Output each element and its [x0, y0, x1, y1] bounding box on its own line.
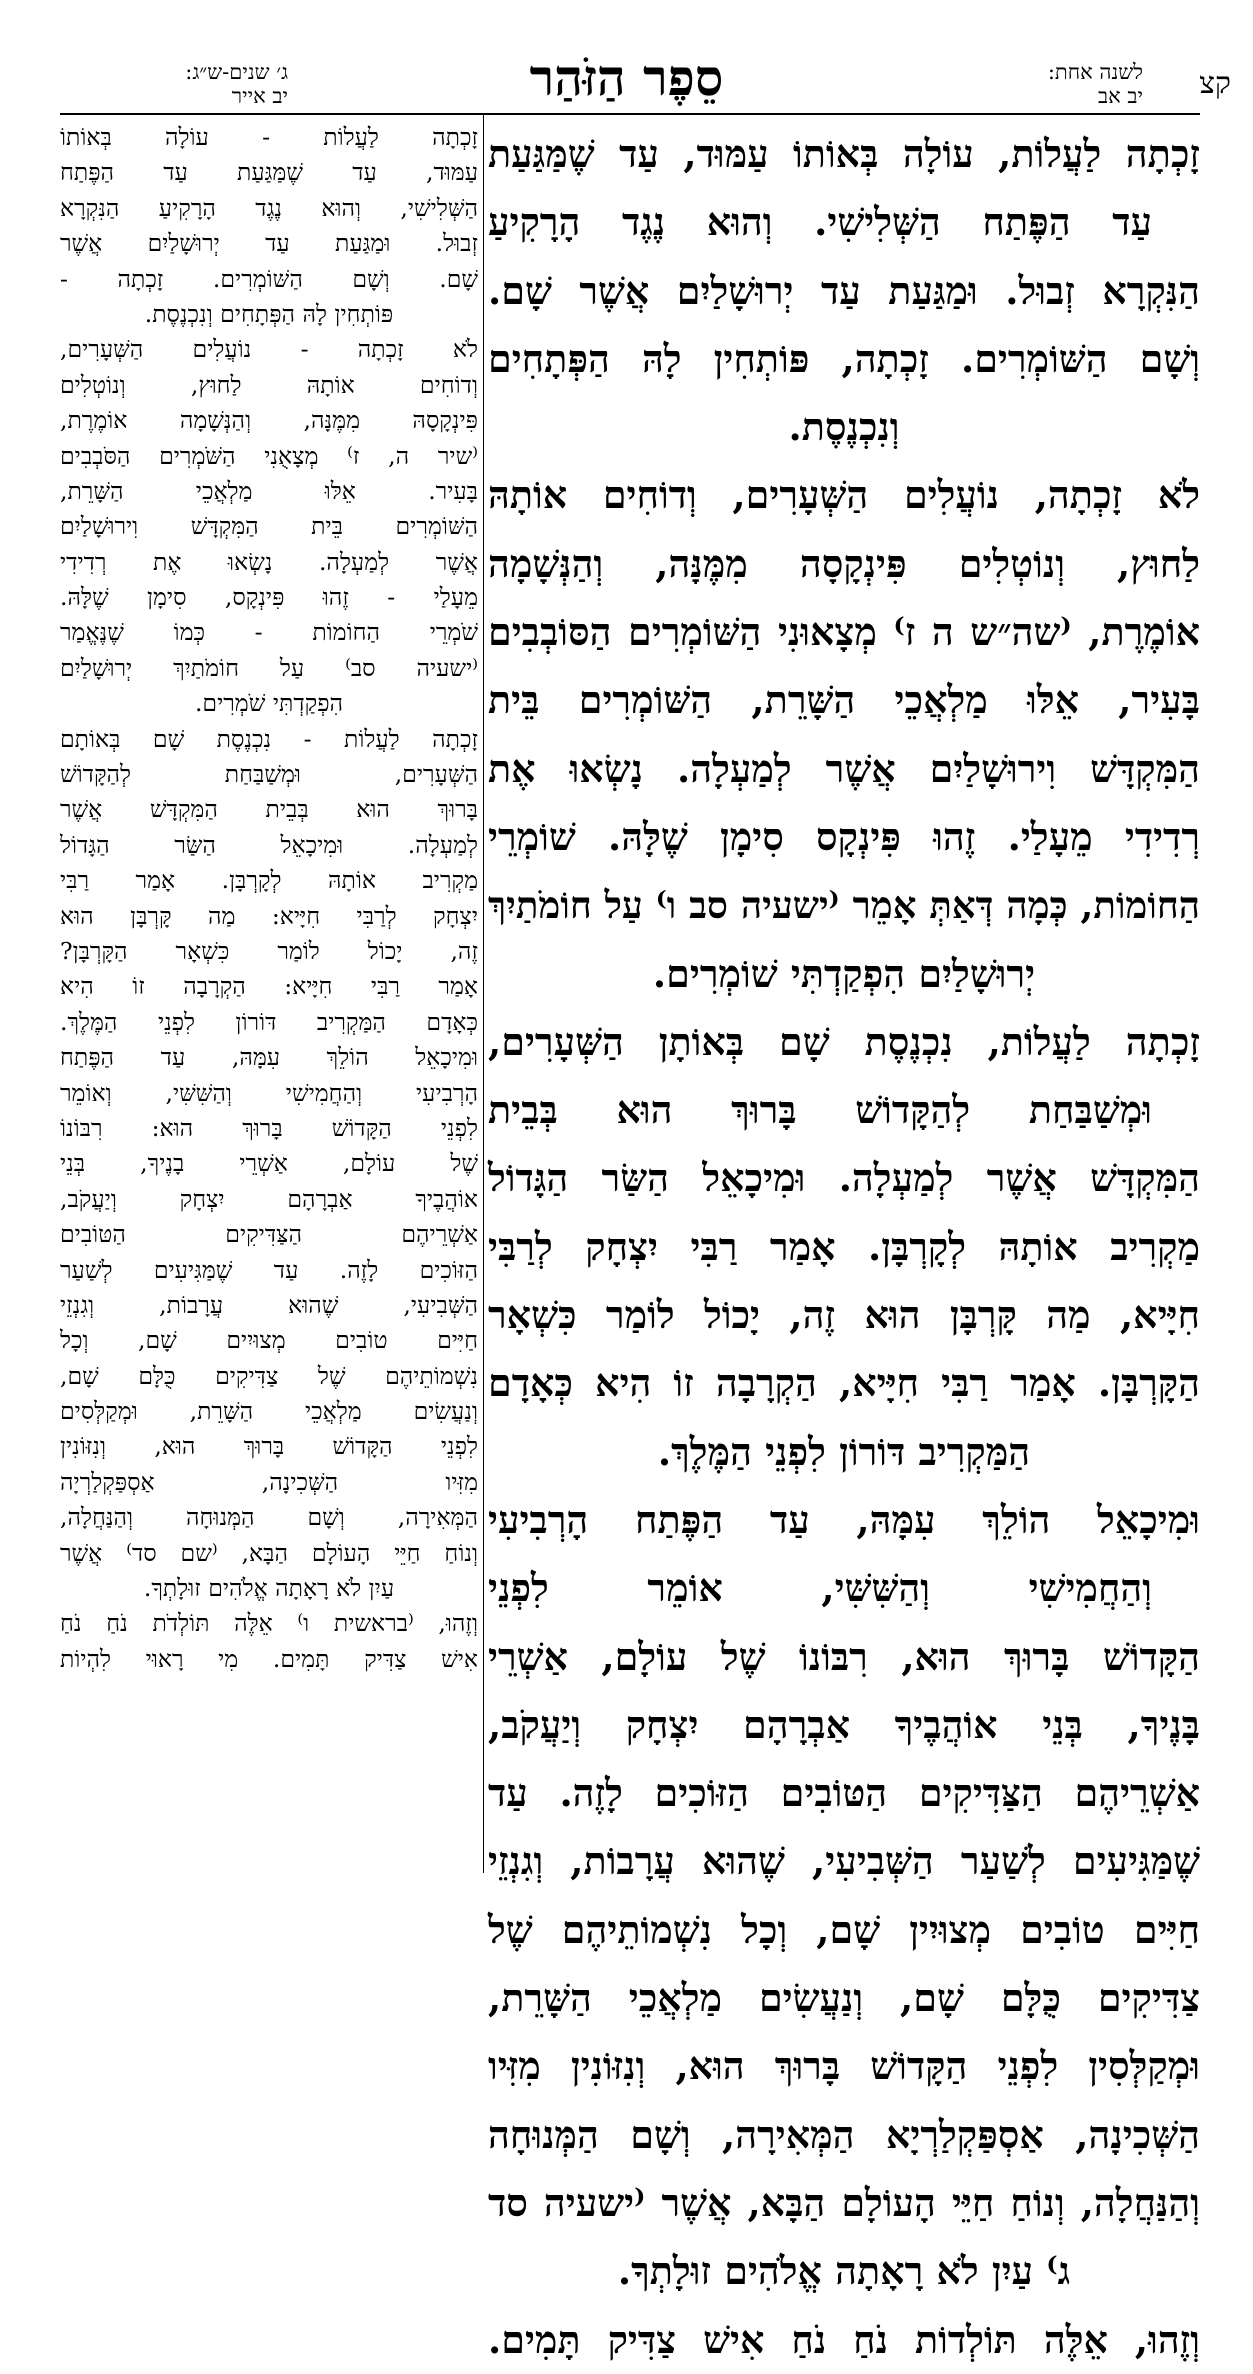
- commentary-line: עַיִן לֹא רָאָתָה אֱלֹהִים זוּלָתְךָ.: [143, 1574, 395, 1603]
- commentary-line: אָמַר רַבִּי חִיָּיא: הַקְרָבָה זוֹ הִיא: [60, 972, 478, 1001]
- commentary-line: בָּעִיר. אֵלּוּ מַלְאֲכֵי הַשָּׁרֵת,: [60, 476, 478, 505]
- main-text-line: הַנִּקְרָא זְבוּל. וּמַגַּעַת עַד יְרוּשָׁלַיִם אֲשֶׁר שָׁם.: [488, 267, 1200, 313]
- schedule-three-years-label: ג׳ שנים-ש״ג:: [185, 60, 288, 84]
- main-text-line: הַחוֹמוֹת, כְּמָה דְּאַתְּ אָמֵר ⁽ישעיה סב ו⁾ עַל חוֹמֹתַיִךְ: [487, 883, 1200, 928]
- commentary-line: נִשְׁמוֹתֵיהֶם שֶׁל צַדִּיקִים כֻּלָּם שָׁם,: [60, 1361, 478, 1390]
- main-text-line: לַחוּץ, וְנוֹטְלִים פִּינְקָסָה מִמֶּנָּה, וְהַנְּשָׁמָה: [488, 540, 1200, 586]
- commentary-line: הַשְּׁבִיעִי, שֶׁהוּא עֲרָבוֹת, וְגִנְזֵי: [60, 1290, 478, 1319]
- schedule-three-years-date: יב אייר: [231, 84, 288, 108]
- commentary-line: וְדוֹחִים אוֹתָהּ לַחוּץ, וְנוֹטְלִים: [60, 370, 478, 399]
- commentary-line: לִפְנֵי הַקָּדוֹשׁ בָּרוּךְ הוּא, וְנִזּוֹנִין: [60, 1432, 478, 1461]
- commentary-line: לְמַעְלָה. וּמִיכָאֵל הַשַּׂר הַגָּדוֹל: [60, 830, 478, 859]
- main-text-line: הַשְּׁכִינָה, אַסְפַּקְלַרְיָא הַמְּאִירָה, וְשָׁם הַמְּנוּחָה: [488, 2111, 1200, 2157]
- commentary-line: הַשּׁוֹמְרִים בֵּית הַמִּקְדָּשׁ וִירוּשָׁלַיִם: [60, 512, 478, 541]
- commentary-line: זָכְתָה לַעֲלוֹת - נִכְנֶסֶת שָׁם בְּאוֹתָם: [60, 724, 478, 753]
- main-text-line: אַשְׁרֵיהֶם הַצַּדִּיקִים הַטּוֹבִים הַזּוֹכִים לָזֶה. עַד: [488, 1770, 1200, 1816]
- commentary-line: יִצְחָק לְרַבִּי חִיָּיא: מַה קָּרְבָּן הוּא: [60, 901, 478, 930]
- main-text-line: וְשָׁם הַשּׁוֹמְרִים. זָכְתָה, פּוֹתְחִין לָהּ הַפְּתָחִים: [488, 335, 1200, 381]
- main-text-line: הַקָּדוֹשׁ בָּרוּךְ הוּא, רִבּוֹנוֹ שֶׁל עוֹלָם, אַשְׁרֵי: [488, 1633, 1200, 1679]
- book-title: סֵפֶר הַזֹּהַר: [529, 48, 724, 107]
- schedule-one-year-label: לשנה אחת:: [1047, 60, 1143, 84]
- commentary-line: שֶׁל עוֹלָם, אַשְׁרֵי בָנֶיךָ, בְּנֵי: [60, 1149, 478, 1178]
- main-text-line: בָּנֶיךָ, בְּנֵי אוֹהֲבֶיךָ אַבְרָהָם יִצְחָק וְיַעֲקֹב,: [488, 1701, 1200, 1747]
- commentary-line: אִישׁ צַדִּיק תָּמִים. מִי רָאוּי לִהְיוֹת: [60, 1644, 478, 1673]
- commentary-line: פִּינְקָסָהּ מִמֶּנָּה, וְהַנְּשָׁמָה אוֹמֶרֶת,: [60, 406, 478, 435]
- commentary-column: [60, 120, 478, 1677]
- main-text-line: חִיָּיא, מַה קָּרְבָּן הוּא זֶה, יָכוֹל לוֹמַר כִּשְׁאָר: [488, 1292, 1200, 1338]
- schedule-one-year: [973, 60, 1143, 108]
- commentary-line: אֲשֶׁר לְמַעְלָה. נָשְׂאוּ אֶת רְדִידִי: [60, 547, 478, 576]
- main-text-line: לֹא זָכְתָה, נוֹעֲלִים הַשְּׁעָרִים, וְדוֹחִים אוֹתָהּ: [488, 472, 1200, 518]
- main-text-line: וּמְשַׁבַּחַת לְהַקָּדוֹשׁ בָּרוּךְ הוּא בְּבֵית: [488, 1087, 1152, 1133]
- main-text-line: צַדִּיקִים כֻּלָּם שָׁם, וְנַעֲשִׂים מַלְאֲכֵי הַשָּׁרֵת,: [488, 1975, 1200, 2021]
- commentary-line: ⁽שיר ה, ז⁾ מְצָאֻנִי הַשֹּׁמְרִים הַסֹּבְבִים: [60, 441, 478, 470]
- commentary-line: ⁽ישעיה סב⁾ עַל חוֹמֹתַיִךְ יְרוּשָׁלַיִם: [60, 653, 478, 682]
- commentary-line: מַקְרִיב אוֹתָהּ לְקָרְבָּן. אָמַר רַבִּי: [60, 866, 478, 895]
- commentary-line: הַשְּׁלִישִׁי, וְהוּא נֶגֶד הָרָקִיעַ הַנִּקְרָא: [60, 193, 478, 222]
- commentary-line: וְזֶהוּ, ⁽בראשית ו⁾ אֵלֶּה תּוֹלְדֹת נֹחַ נֹחַ: [60, 1609, 478, 1638]
- commentary-line: לֹא זָכְתָה - נוֹעֲלִים הַשְּׁעָרִים,: [60, 335, 478, 364]
- main-text-line: הַמִּקְדָּשׁ וִירוּשָׁלַיִם אֲשֶׁר לְמַעְלָה. נָשְׂאוּ אֶת: [488, 745, 1200, 791]
- main-text-line: יְרוּשָׁלַיִם הִפְקַדְתִּי שׁוֹמְרִים.: [652, 950, 1036, 996]
- commentary-line: הִפְקַדְתִּי שֹׁמְרִים.: [194, 689, 344, 718]
- commentary-line: חַיִּים טוֹבִים מְצוּיִים שָׁם, וְכָל: [60, 1326, 478, 1355]
- commentary-line: זֶה, יָכוֹל לוֹמַר כִּשְׁאָר הַקָּרְבָּן?: [60, 936, 478, 965]
- main-text-line: זָכְתָה לַעֲלוֹת, עוֹלָה בְּאוֹתוֹ עַמּוּד, עַד שֶׁמַּגַּעַת: [488, 131, 1200, 176]
- schedule-one-year-date: יב אב: [1097, 84, 1143, 108]
- commentary-line: הַזּוֹכִים לָזֶה. עַד שֶׁמַּגִּיעִים לְשַׁעַר: [60, 1255, 478, 1284]
- main-text-line: וְהַנַּחֲלָה, וְנוֹחַ חַיֵּי הָעוֹלָם הַבָּא, אֲשֶׁר ⁽ישעיה סד: [488, 2179, 1200, 2225]
- commentary-line: הָרְבִיעִי וְהַחֲמִישִׁי וְהַשִּׁשִּׁי, וְאוֹמֵר: [60, 1078, 478, 1107]
- commentary-line: הַשְּׁעָרִים, וּמְשַׁבַּחַת לְהַקָּדוֹשׁ: [60, 760, 478, 789]
- commentary-line: אוֹהֲבֶיךָ אַבְרָהָם יִצְחָק וְיַעֲקֹב,: [60, 1184, 478, 1213]
- header-rule: [60, 113, 1200, 115]
- commentary-line: לִפְנֵי הַקָּדוֹשׁ בָּרוּךְ הוּא: רִבּוֹנוֹ: [60, 1113, 478, 1142]
- main-text-line: הַמִּקְדָּשׁ אֲשֶׁר לְמַעְלָה. וּמִיכָאֵל הַשַּׂר הַגָּדוֹל: [488, 1155, 1200, 1201]
- main-text-line: וְהַחֲמִישִׁי וְהַשִּׁשִּׁי, אוֹמֵר לִפְנֵי: [488, 1565, 1152, 1611]
- main-text-line: וְנִכְנֶסֶת.: [788, 404, 900, 450]
- commentary-line: וְנוֹחַ חַיֵּי הָעוֹלָם הַבָּא, ⁽שם סד⁾ אֲשֶׁר: [60, 1538, 478, 1567]
- main-text-line: הַמַּקְרִיב דּוֹרוֹן לִפְנֵי הַמֶּלֶךְ.: [657, 1428, 1031, 1474]
- column-divider: [483, 113, 484, 1873]
- main-text-line: בָּעִיר, אֵלּוּ מַלְאֲכֵי הַשָּׁרֵת, הַשּׁוֹמְרִים בֵּית: [488, 677, 1200, 723]
- main-text-line: רְדִידִי מֵעָלַי. זֶהוּ פִּינְקָס סִימָן שֶׁלָּהּ. שׁוֹמְרֵי: [488, 813, 1200, 859]
- main-text-line: שֶׁמַּגִּיעִים לְשַׁעַר הַשְּׁבִיעִי, שֶׁהוּא עֲרָבוֹת, וְגִנְזֵי: [488, 1838, 1200, 1884]
- commentary-line: שָׁם. וְשָׁם הַשּׁוֹמְרִים. זָכְתָה -: [60, 264, 478, 293]
- commentary-line: שֹׁמְרֵי הַחוֹמוֹת - כְּמוֹ שֶׁנֶּאֱמַר: [60, 618, 478, 647]
- commentary-line: מִזִּיו הַשְּׁכִינָה, אַסְפַּקְלַרְיָה: [60, 1467, 478, 1496]
- commentary-line: הַמְּאִירָה, וְשָׁם הַמְּנוּחָה וְהַנַּחֲלָה,: [60, 1503, 478, 1532]
- main-text-line: וּמְקַלְּסִין לִפְנֵי הַקָּדוֹשׁ בָּרוּךְ הוּא, וְנִזּוֹנִין מִזִּיו: [488, 2043, 1200, 2089]
- main-text-line: עַד הַפֶּתַח הַשְּׁלִישִׁי. וְהוּא נֶגֶד הָרָקִיעַ: [488, 199, 1152, 245]
- page-number: קצ: [1199, 66, 1231, 101]
- main-text-line: זָכְתָה לַעֲלוֹת, נִכְנֶסֶת שָׁם בְּאוֹתָן הַשְּׁעָרִים,: [488, 1018, 1200, 1064]
- main-text-line: וְזֶהוּ, אֵלֶּה תּוֹלְדוֹת נֹחַ נֹחַ אִישׁ צַדִּיק תָּמִים.: [488, 2316, 1200, 2362]
- commentary-line: כְּאָדָם הַמַּקְרִיב דּוֹרוֹן לִפְנֵי הַמֶּלֶךְ.: [60, 1007, 478, 1036]
- main-text-line: וּמִיכָאֵל הוֹלֵךְ עִמָּהּ, עַד הַפֶּתַח הָרְבִיעִי: [488, 1496, 1200, 1542]
- commentary-line: אַשְׁרֵיהֶם הַצַּדִּיקִים הַטּוֹבִים: [60, 1220, 478, 1249]
- commentary-line: וְנַעֲשִׂים מַלְאֲכֵי הַשָּׁרֵת, וּמְקַלְּסִים: [60, 1397, 478, 1426]
- main-text-line: ג⁾ עַיִן לֹא רָאָתָה אֱלֹהִים זוּלָתְךָ.: [617, 2248, 1071, 2294]
- commentary-line: עַמּוּד, עַד שֶׁמַּגַּעַת עַד הַפֶּתַח: [60, 158, 478, 187]
- commentary-line: זָכְתָה לַעֲלוֹת - עוֹלָה בְּאוֹתוֹ: [60, 123, 478, 151]
- main-text-line: אוֹמֶרֶת, ⁽שה״ש ה ז⁾ מְצָאוּנִי הַשּׁוֹמְרִים הַסּוֹבְבִים: [488, 609, 1200, 655]
- main-text-column: [488, 120, 1200, 2374]
- main-text-line: חַיִּים טוֹבִים מְצוּיִין שָׁם, וְכָל נִשְׁמוֹתֵיהֶם שֶׁל: [488, 1906, 1200, 1952]
- commentary-line: זְבוּל. וּמַגַּעַת עַד יְרוּשָׁלַיִם אֲשֶׁר: [60, 229, 478, 258]
- schedule-three-years: [58, 60, 288, 108]
- main-text-line: מַקְרִיב אוֹתָהּ לְקָרְבָּן. אָמַר רַבִּי יִצְחָק לְרַבִּי: [488, 1223, 1200, 1269]
- commentary-line: פּוֹתְחִין לָהּ הַפְּתָחִים וְנִכְנֶסֶת.: [144, 299, 394, 328]
- main-text-line: הַקָּרְבָּן. אָמַר רַבִּי חִיָּיא, הַקְרָבָה זוֹ הִיא כְּאָדָם: [488, 1360, 1200, 1406]
- commentary-line: בָּרוּךְ הוּא בְּבֵית הַמִּקְדָּשׁ אֲשֶׁר: [60, 795, 478, 824]
- commentary-line: מֵעָלַי - זֶהוּ פִּינְקָס, סִימָן שֶׁלָּהּ.: [60, 583, 478, 612]
- commentary-line: וּמִיכָאֵל הוֹלֵךְ עִמָּהּ, עַד הַפֶּתַח: [60, 1043, 478, 1072]
